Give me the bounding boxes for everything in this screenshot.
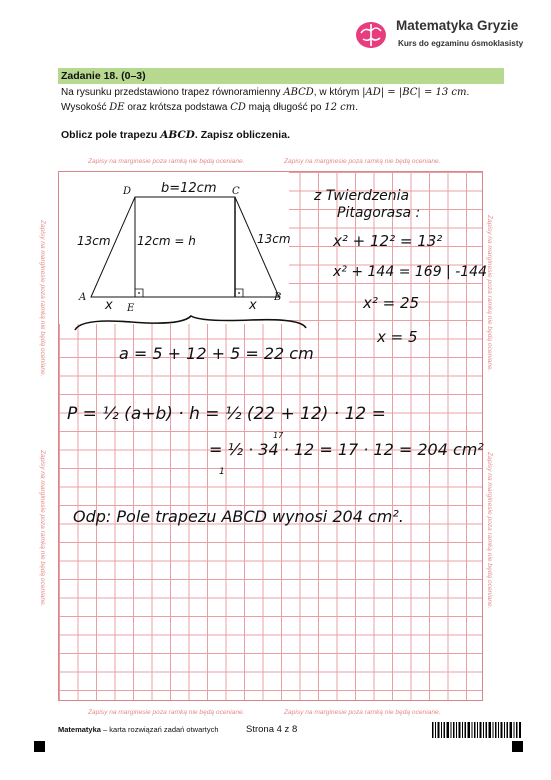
margin-note-left-1: Zapisy na marginesie poza ramką nie będą oceniane. xyxy=(39,220,46,377)
task-statement-line-1: Na rysunku przedstawiono trapez równoramienny ABCD, w którym |AD| = |BC| = 13 cm. xyxy=(61,87,470,98)
hw-area-line-2: = ½ · 34 · 12 = 17 · 12 = 204 cm² xyxy=(209,440,484,459)
hw-area-line-1: P = ½ (a+b) · h = ½ (22 + 12) · 12 = xyxy=(67,404,386,424)
brand-subtitle: Kurs do egzaminu ósmoklasisty xyxy=(398,39,524,48)
page-number: Strona 4 z 8 xyxy=(246,724,298,735)
hw-height: 12cm = h xyxy=(137,234,196,248)
margin-note-top-right: Zapisy na marginesie poza ramką nie będą oceniane. xyxy=(284,158,441,165)
label-B: B xyxy=(274,292,282,303)
answer-grid xyxy=(58,171,487,701)
label-E: E xyxy=(127,303,135,314)
hw-left-side: 13cm xyxy=(77,234,111,248)
hw-pyth-title-1: z Twierdzenia xyxy=(314,188,410,204)
hw-base-a: a = 5 + 12 + 5 = 22 cm xyxy=(119,344,314,363)
corner-marker-left xyxy=(34,741,45,752)
margin-note-right-2: Zapisy na marginesie poza ramką nie będą oceniane. xyxy=(486,452,493,609)
label-C: C xyxy=(232,186,240,197)
margin-note-left-2: Zapisy na marginesie poza ramką nie będą oceniane. xyxy=(39,450,46,607)
hw-cancel-top: 17 xyxy=(273,431,284,440)
brain-logo-icon xyxy=(354,18,388,52)
margin-note-top-left: Zapisy na marginesie poza ramką nie będą oceniane. xyxy=(88,158,245,165)
barcode-icon xyxy=(432,722,522,738)
task-statement-line-2: Wysokość DE oraz krótsza podstawa CD mają długość po 12 cm. xyxy=(61,102,359,113)
hw-x-left: x xyxy=(105,298,113,313)
hw-top-base: b=12cm xyxy=(161,181,217,196)
brace-mark xyxy=(71,314,311,336)
margin-note-right-1: Zapisy na marginesie poza ramką nie będą oceniane. xyxy=(486,215,493,372)
margin-note-bottom-right: Zapisy na marginesie poza ramką nie będą oceniane. xyxy=(284,709,441,716)
label-D: D xyxy=(123,186,132,197)
task-command: Oblicz pole trapezu ABCD. Zapisz obliczenia. xyxy=(61,129,290,141)
hw-answer: Odp: Pole trapezu ABCD wynosi 204 cm². xyxy=(73,507,404,526)
brand-name: Matematyka Gryzie xyxy=(396,18,519,33)
margin-note-bottom-left: Zapisy na marginesie poza ramką nie będą oceniane. xyxy=(88,709,245,716)
hw-x-right: x xyxy=(249,298,257,313)
hw-right-side: 13cm xyxy=(257,232,291,246)
corner-marker-right xyxy=(512,741,523,752)
task-title: Zadanie 18. (0–3) xyxy=(61,70,146,82)
hw-eq2: x² + 144 = 169 | -144 xyxy=(333,264,487,280)
hw-cancel-bottom: 1 xyxy=(219,467,225,477)
footer-subject: Matematyka – karta rozwiązań zadań otwartych xyxy=(58,725,219,734)
label-A: A xyxy=(79,292,87,303)
hw-eq4: x = 5 xyxy=(377,328,418,346)
hw-eq1: x² + 12² = 13² xyxy=(333,232,443,250)
hw-pyth-title-2: Pitagorasa : xyxy=(337,205,421,221)
hw-eq3: x² = 25 xyxy=(363,294,420,312)
